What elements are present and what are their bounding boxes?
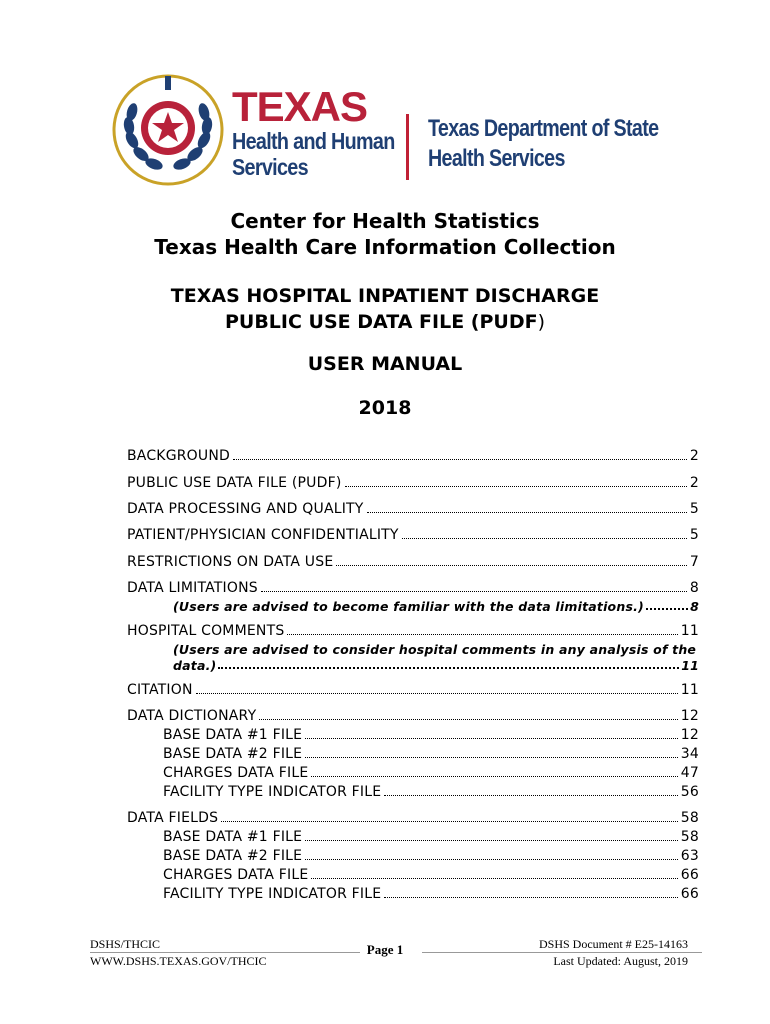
toc-entry-comments[interactable]	[127, 623, 699, 639]
toc-leader	[259, 718, 677, 720]
toc-leader	[311, 877, 677, 879]
toc-entry-fields-facility[interactable]	[163, 886, 699, 902]
toc-page: 58	[680, 829, 699, 845]
toc-label: PUBLIC USE DATA FILE (PUDF)	[127, 475, 342, 491]
toc-leader	[646, 607, 688, 610]
toc-label: PATIENT/PHYSICIAN CONFIDENTIALITY	[127, 527, 399, 543]
toc-page: 8	[690, 599, 699, 614]
toc-entry-fields-charges[interactable]	[163, 867, 699, 883]
toc-page: 56	[680, 784, 699, 800]
toc-entry-citation[interactable]	[127, 682, 699, 698]
toc-label: BASE DATA #2 FILE	[163, 848, 303, 864]
toc-leader	[233, 458, 687, 460]
toc-entry-dict-facility[interactable]	[163, 784, 699, 800]
toc-leader	[218, 666, 679, 669]
toc-page: 11	[681, 658, 699, 673]
toc-entry-dictionary[interactable]	[127, 708, 699, 724]
hhs-logo-line1: Health and Human	[232, 128, 395, 154]
toc-entry-restrictions[interactable]	[127, 554, 699, 570]
toc-page: 34	[680, 746, 699, 762]
texas-seal-icon	[112, 74, 224, 186]
toc-label: CHARGES DATA FILE	[163, 867, 309, 883]
toc-leader	[336, 564, 686, 566]
toc-leader	[287, 633, 677, 635]
toc-entry-confidentiality[interactable]	[127, 527, 699, 543]
toc-label: CITATION	[127, 682, 193, 698]
toc-entry-dict-charges[interactable]	[163, 765, 699, 781]
toc-leader	[305, 756, 678, 758]
toc-leader	[261, 590, 687, 592]
toc-leader	[384, 896, 678, 898]
toc-note-comments-line2[interactable]	[173, 658, 699, 673]
toc-page: 2	[689, 475, 699, 491]
toc-entry-limitations[interactable]	[127, 580, 699, 596]
toc-leader	[221, 820, 678, 822]
footer-right	[539, 936, 688, 970]
toc-label: BASE DATA #1 FILE	[163, 727, 303, 743]
toc-page: 58	[680, 810, 699, 826]
toc-leader	[384, 794, 678, 796]
toc-entry-processing[interactable]	[127, 501, 699, 517]
toc-page: 47	[680, 765, 699, 781]
toc-page: 7	[689, 554, 699, 570]
toc-label: BASE DATA #2 FILE	[163, 746, 303, 762]
toc-page: 2	[689, 448, 699, 464]
footer-page-number: Page 1	[366, 942, 404, 957]
document-title-line1: TEXAS HOSPITAL INPATIENT DISCHARGE	[170, 285, 600, 307]
document-title-line2-text: PUBLIC USE DATA FILE (PUDF	[224, 311, 538, 333]
document-title-line2	[0, 311, 770, 333]
toc-label: DATA DICTIONARY	[127, 708, 257, 724]
toc-leader	[345, 485, 687, 487]
toc-note-label: (Users are advised to become familiar with the data limitations.)	[173, 599, 644, 614]
toc-entry-pudf[interactable]	[127, 475, 699, 491]
toc-note-comments-line1: (Users are advised to consider hospital comments in any analysis of the	[173, 642, 697, 657]
dshs-logo-line1: Texas Department of State	[428, 115, 659, 142]
toc-label: BACKGROUND	[127, 448, 230, 464]
toc-page: 66	[680, 867, 699, 883]
year-heading: 2018	[358, 397, 412, 419]
toc-leader	[305, 839, 678, 841]
toc-entry-fields[interactable]	[127, 810, 699, 826]
center-name: Center for Health Statistics	[230, 209, 540, 233]
toc-leader	[367, 511, 687, 513]
collection-name: Texas Health Care Information Collection	[154, 235, 616, 259]
toc-label: RESTRICTIONS ON DATA USE	[127, 554, 334, 570]
hhs-logo-line2: Services	[232, 154, 308, 180]
footer-url: WWW.DSHS.TEXAS.GOV/THCIC	[90, 954, 267, 968]
toc-page: 11	[680, 623, 699, 639]
footer-updated: Last Updated: August, 2019	[553, 954, 688, 968]
toc-label: BASE DATA #1 FILE	[163, 829, 303, 845]
toc-leader	[311, 775, 677, 777]
toc-entry-background[interactable]	[127, 448, 699, 464]
toc-note-label: data.)	[173, 658, 217, 673]
toc-entry-dict-base2[interactable]	[163, 746, 699, 762]
toc-label: HOSPITAL COMMENTS	[127, 623, 285, 639]
toc-page: 8	[689, 580, 699, 596]
toc-page: 63	[680, 848, 699, 864]
toc-page: 5	[689, 501, 699, 517]
toc-label: DATA FIELDS	[127, 810, 219, 826]
footer-doc-number: DSHS Document # E25-14163	[539, 937, 688, 951]
toc-page: 66	[680, 886, 699, 902]
toc-label: FACILITY TYPE INDICATOR FILE	[163, 784, 382, 800]
toc-leader	[305, 858, 678, 860]
toc-leader	[305, 737, 678, 739]
footer-org: DSHS/THCIC	[90, 937, 161, 951]
toc-leader	[402, 537, 687, 539]
toc-page: 5	[689, 527, 699, 543]
toc-page: 12	[680, 727, 699, 743]
toc-label: DATA LIMITATIONS	[127, 580, 258, 596]
toc-entry-fields-base2[interactable]	[163, 848, 699, 864]
logo-divider	[406, 114, 409, 180]
dshs-logo-line2: Health Services	[428, 145, 565, 172]
toc-entry-dict-base1[interactable]	[163, 727, 699, 743]
toc-leader	[196, 692, 678, 694]
manual-heading: USER MANUAL	[307, 353, 463, 375]
toc-label: DATA PROCESSING AND QUALITY	[127, 501, 364, 517]
hhs-logo-text	[232, 83, 421, 180]
toc-page: 11	[680, 682, 699, 698]
toc-page: 12	[680, 708, 699, 724]
hhs-logo-title: TEXAS	[232, 83, 368, 130]
dshs-logo-text	[428, 114, 709, 174]
toc-label: CHARGES DATA FILE	[163, 765, 309, 781]
toc-entry-fields-base1[interactable]	[163, 829, 699, 845]
document-title-paren: )	[537, 311, 546, 333]
toc-label: FACILITY TYPE INDICATOR FILE	[163, 886, 382, 902]
toc-note-limitations[interactable]	[173, 599, 699, 614]
